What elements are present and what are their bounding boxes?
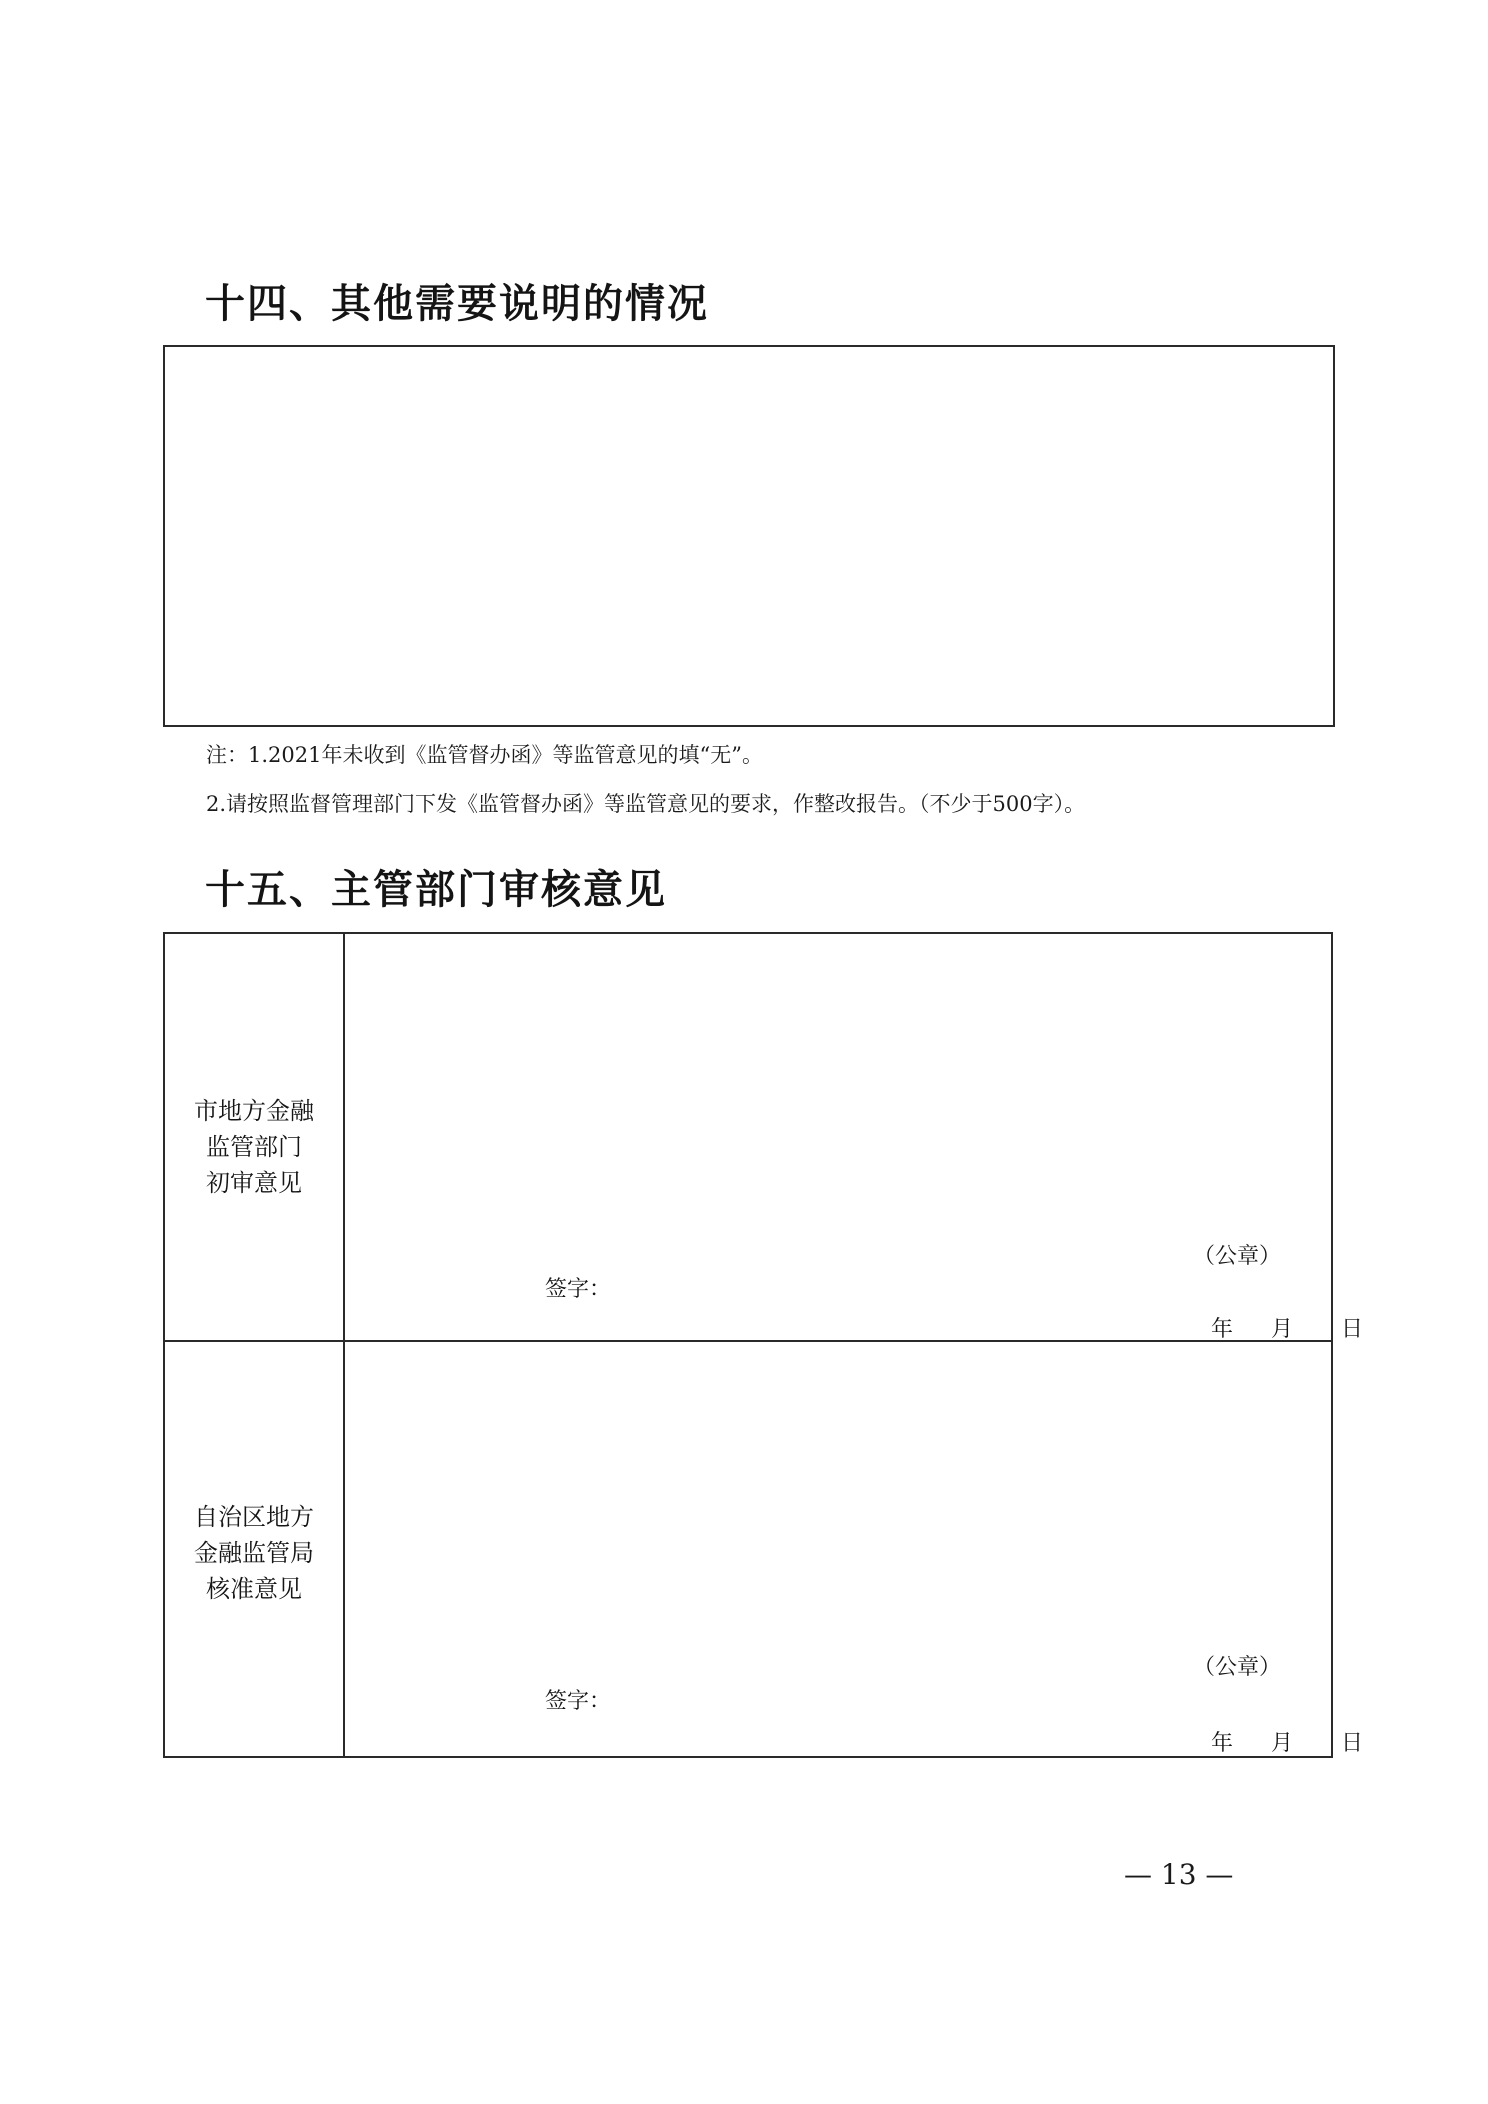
opinion-field-region-approval [345,1342,1364,1756]
section-15-title: 十五、主管部门审核意见 [205,867,667,913]
date-line [1211,1312,1363,1343]
date-year-label: 年 [1211,1731,1234,1756]
section-14-title: 十四、其他需要说明的情况 [205,281,709,327]
official-seal-label: （公章） [1193,1655,1282,1680]
note-line-1: 注：1.2021年未收到《监管督办函》等监管意见的填“无”。 [206,743,763,767]
date-day-label: 日 [1341,1317,1364,1342]
date-month-label: 月 [1271,1731,1294,1756]
date-month-label: 月 [1271,1317,1294,1342]
review-opinion-table [163,932,1364,1758]
label-line: 市地方金融 [194,1097,314,1125]
label-line: 金融监管局 [194,1539,314,1567]
page-number: — 13 — [1124,1858,1234,1891]
date-year-label: 年 [1211,1317,1234,1342]
note-line-2: 2.请按照监督管理部门下发《监管督办函》等监管意见的要求，作整改报告。（不少于500字）。 [206,792,1086,816]
row-label-city-review [165,934,345,1340]
opinion-field-city-review [345,934,1364,1342]
official-seal-label: （公章） [1193,1244,1282,1269]
label-line: 初审意见 [206,1169,302,1197]
label-line: 核准意见 [206,1575,302,1603]
label-line: 自治区地方 [194,1503,314,1531]
table-row-region-approval [165,1342,1364,1756]
other-notes-box [163,345,1335,727]
signature-label: 签字： [545,1277,612,1302]
date-line [1211,1726,1363,1757]
table-row-city-review [165,934,1364,1342]
row-label-region-approval [165,1342,345,1756]
label-line: 监管部门 [206,1133,302,1161]
signature-label: 签字： [545,1689,612,1714]
date-day-label: 日 [1341,1731,1364,1756]
